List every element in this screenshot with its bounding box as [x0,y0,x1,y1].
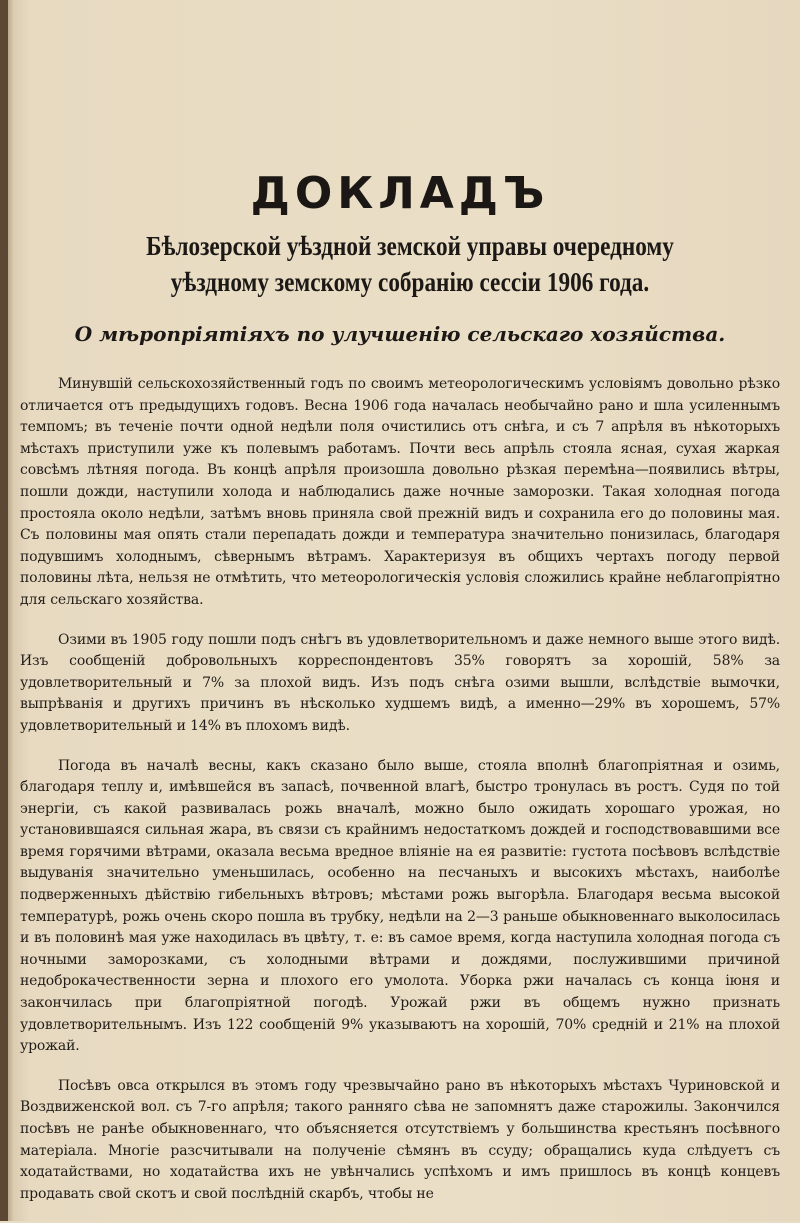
section-title: О мѣропріятіяхъ по улучшенію сельскаго хозяйства. [74,322,726,346]
body-text [20,374,780,1223]
paragraph-winter-crops: Озими въ 1905 году пошли подъ снѣгъ въ удовлетворительномъ и даже немного выше этого видѣ. Изъ сообщеній добровольныхъ корреспондентовъ 35% говорятъ за хорошій, 58% за удовлетворительный и 7% за плохой видъ. Изъ подъ снѣга озими вышли, вслѣдствіе вымочки, выпрѣванія и другихъ причинъ въ нѣсколько худшемъ видѣ, а именно—29% въ хорошемъ, 57% удовлетворительный и 14% въ плохомъ видѣ. [20,631,780,734]
paragraph-weather: Минувшій сельскохозяйственный годъ по своимъ метеорологическимъ условіямъ довольно рѣзко отличается отъ предыдущихъ годовъ. Весна 1906 года началась необычайно рано и шла усиленнымъ темпомъ; въ теченіе почти одной недѣли поля очистились отъ снѣга, и съ 7 апрѣля въ нѣкоторыхъ мѣстахъ приступили уже къ полевымъ работамъ. Почти весь апрѣль стояла ясная, сухая жаркая совсѣмъ лѣтняя погода. Въ концѣ апрѣля произошла довольно рѣзкая перемѣна—появились вѣтры, пошли дожди, наступили холода и наблюдались даже ночные заморозки. Такая холодная погода простояла около недѣли, затѣмъ вновь приняла свой прежній видъ и сохранила его до половины мая. Съ половины мая опять стали перепадать дожди и температура значительно понизилась, благодаря подувшимъ холоднымъ, сѣвернымъ вѣтрамъ. Характеризуя въ общихъ чертахъ погоду первой половины лѣта, нельзя не отмѣтить, что метеорологическія условія сложились крайне неблагопріятно для сельскаго хозяйства. [20,376,780,608]
paragraph-oat-sowing: Посѣвъ овса открылся въ этомъ году чрезвычайно рано въ нѣкоторыхъ мѣстахъ Чуриновской и Воздвиженской вол. съ 7-го апрѣля; такого ранняго сѣва не запомнятъ даже старожилы. Закончился посѣвъ не ранѣе обыкновеннаго, что объясняется отсутствіемъ у большинства крестьянъ посѣвного матеріала. Многіе разсчитывали на полученіе сѣмянъ въ ссуду; обращались куда слѣдуетъ съ ходатайствами, но ходатайства ихъ не увѣнчались успѣхомъ и имъ пришлось въ концѣ концевъ продавать свой скотъ и свой послѣдній скарбъ, чтобы не [20,1077,780,1202]
paragraph-rye-harvest: Погода въ началѣ весны, какъ сказано было выше, стояла вполнѣ благопріятная и озимь, благодаря теплу и, имѣвшейся въ запасѣ, почвенной влагѣ, быстро тронулась въ ростъ. Судя по той энергіи, съ какой развивалась рожь вначалѣ, можно было ожидать хорошаго урожая, но установившаяся сильная жара, въ связи съ крайнимъ недостаткомъ дождей и господствовавшими все время горячими вѣтрами, оказала весьма вредное вліяніе на ея развитіе: густота посѣвовъ вслѣдствіе выдуванія значительно уменьшилась, особенно на песчаныхъ и высокихъ мѣстахъ, наиболѣе подверженныхъ дѣйствію гибельныхъ вѣтровъ; мѣстами рожь выгорѣла. Благодаря весьма высокой температурѣ, рожь очень скоро пошла въ трубку, недѣли на 2—3 раньше обыкновеннаго выколосилась и въ половинѣ мая уже находилась въ цвѣту, т. е: въ самое время, когда наступила холодная погода съ ночными заморозками, съ холодными вѣтрами и дождями, послужившими причиной недоброкачественности зерна и плохого его умолота. Уборка ржи началась съ конца іюня и закончилась при благопріятной погодѣ. Урожай ржи въ общемъ нужно признать удовлетворительнымъ. Изъ 122 сообщеній 9% указываютъ на хорошій, 70% средній и 21% на плохой урожай. [20,757,780,1055]
document-subtitle: Бѣлозерской уѣздной земской управы очередному уѣздному земскому собранію сессіи 1906 года. [146,231,674,297]
document-title: ДОКЛАДЪ [250,168,550,219]
